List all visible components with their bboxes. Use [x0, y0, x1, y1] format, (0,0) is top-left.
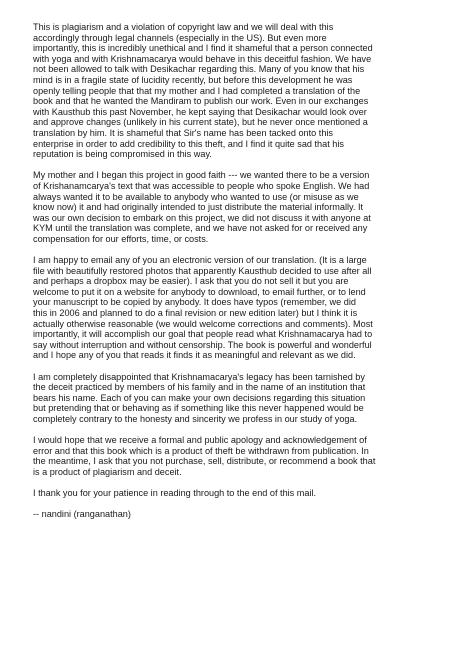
paragraph-apology-request: I would hope that we receive a formal and public apology and acknowledgement of error and that this book which is a product of theft be withdrawn from publication. In the meantime, I ask that you not purchase, sell, distribute, or recommend a book that is a product of plagiarism and deceit. [33, 435, 376, 477]
paragraph-thanks: I thank you for your patience in reading through to the end of this mail. [33, 488, 317, 499]
paragraph-good-faith: My mother and I began this project in good faith --- we wanted there to be a version of Krishanamcarya's text that was accessible to people who spoke English. We had always wanted it to be available to anybody who wanted to use (or misuse as we know now) it and had originally intended to just distribute the material informally. It was our own decision to embark on this project, we did not discuss it with anyone at KYM until the translation was complete, and we have not asked for or received any compensation for our efforts, time, or costs. [33, 170, 371, 244]
signature: -- nandini (ranganathan) [33, 509, 131, 520]
paragraph-disappointment: I am completely disappointed that Krishnamacarya's legacy has been tarnished by the deceit practiced by members of his family and in the name of an institution that bears his name. Each of you can make your own decisions regarding this situation but pretending that or behaving as if something like this never happened would be completely contrary to the honesty and sincerity we profess in our study of yoga. [33, 371, 366, 424]
letter-body [33, 22, 445, 520]
paragraph-translation-offer: I am happy to email any of you an electronic version of our translation. (It is a large file with beautifully restored photos that apparently Kausthub decided to use after all and perhaps a dropbox may be easier). I ask that you do not sell it but you are welcome to put it on a website for anybody to download, to email further, or to lend your manuscript to be copied by anybody. It does have typos (remember, we did this in 2006 and planned to do a final revision or new edition later) but I think it is actually otherwise reasonable (we would welcome corrections and comments). Most importantly, it will accomplish our goal that people read what Krishnamacarya had to say without interruption and without censorship. The book is powerful and wonderful and I hope any of you that reads it finds it as meaningful and relevant as we did. [33, 255, 373, 361]
paragraph-plagiarism: This is plagiarism and a violation of copyright law and we will deal with this accordingly through legal channels (especially in the US). But even more importantly, this is incredibly unethical and I find it shameful that a person connected with yoga and with Krishnamacarya would behave in this deceitful fashion. We have not been allowed to talk with Desikachar regarding this. Many of you know that his mind is in a fragile state of lucidity recently, but before this development he was openly telling people that that my mother and I had completed a translation of the book and that he wanted the Mandiram to publish our work. Even in our exchanges with Kausthub this past November, he kept saying that Desikachar would look over and approve changes (unlikely in his current state), but he never once mentioned a translation by him. It is shameful that Sir's name has been tacked onto this enterprise in order to add credibility to this theft, and I find it quite sad that his reputation is being compromised in this way. [33, 22, 373, 160]
